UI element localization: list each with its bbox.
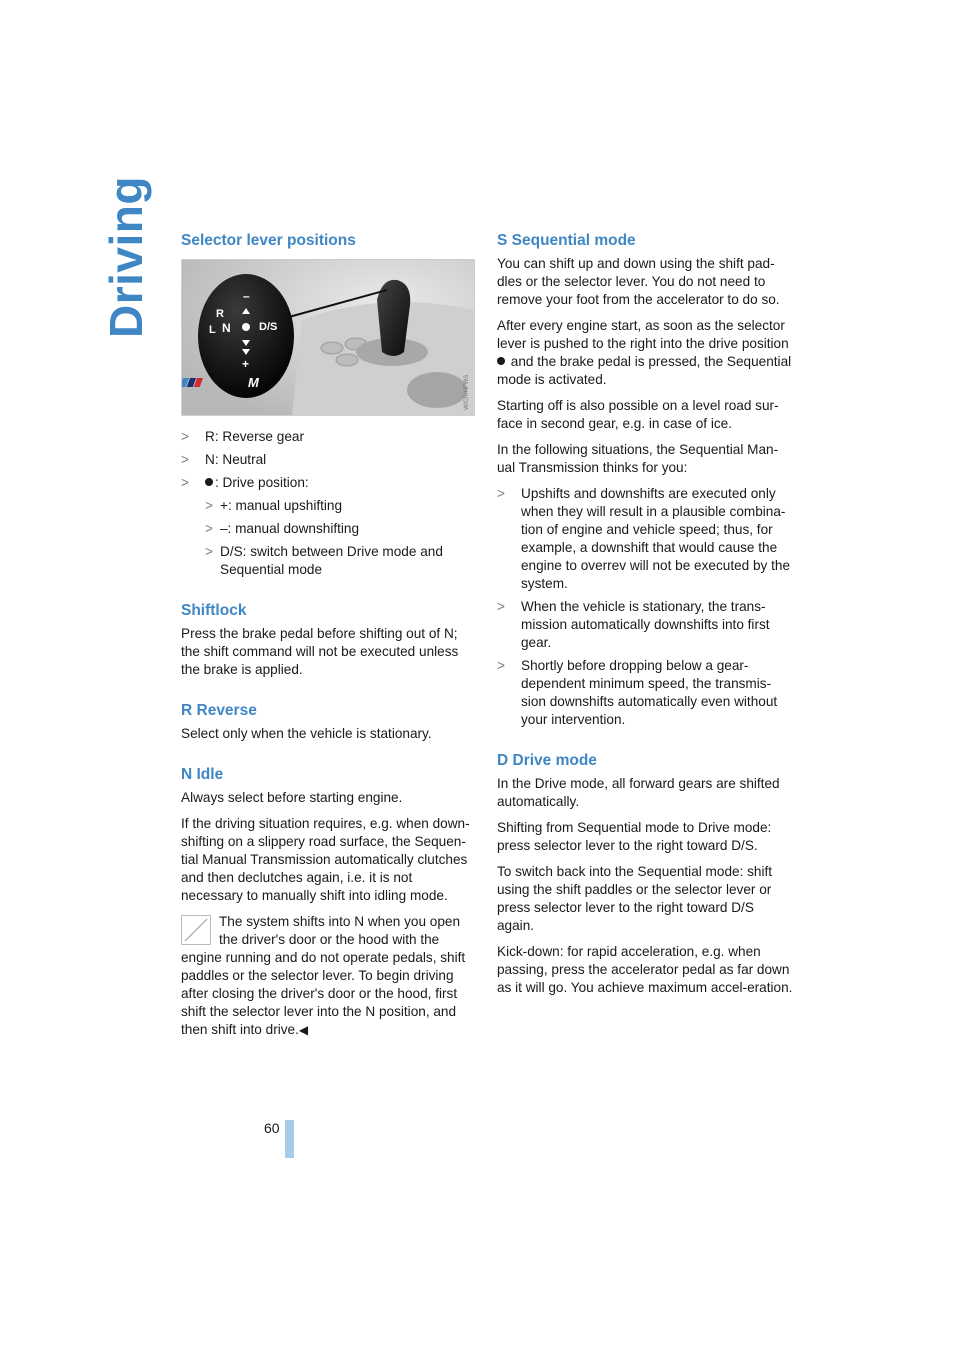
positions-list xyxy=(181,428,477,579)
note-text: The system shifts into N when you open the driver's door or the hood with the engine running and do not operate pedals, shift paddles or the selector lever. To begin driving after closing the driver's door or the hood, first shift the selector lever into the N position, and then shift into drive. xyxy=(181,914,466,1037)
sequential-text-3: Starting off is also possible on a level road sur-face in second gear, e.g. in case of ice. xyxy=(497,398,779,431)
drive-dot-icon xyxy=(497,357,505,365)
idle-text-1: Always select before starting engine. xyxy=(181,790,403,805)
reverse-text: Select only when the vehicle is stationary. xyxy=(181,726,432,741)
selector-lever-figure xyxy=(181,259,475,416)
reverse-heading: R Reverse xyxy=(181,702,257,719)
shiftlock-text: Press the brake pedal before shifting out of N; the shift command will not be executed unless the brake is applied. xyxy=(181,626,459,677)
svg-text:M: M xyxy=(248,375,259,390)
knob-label-r: R xyxy=(216,308,224,320)
drive-sublist xyxy=(205,497,477,579)
drive-mode-text-3: To switch back into the Sequential mode: shift using the shift paddles or the selector lever or press selector lever to the right toward D/S again. xyxy=(497,864,773,933)
shiftlock-heading: Shiftlock xyxy=(181,602,247,619)
page-number: 60 xyxy=(264,1120,280,1136)
list-item: > When the vehicle is stationary, the trans-mission automatically downshifts into first gear. xyxy=(497,599,770,650)
note-icon xyxy=(181,915,211,945)
knob-label-n: N xyxy=(222,321,231,335)
figure-code: W/CR/HFWS xyxy=(464,374,470,410)
sequential-text-1: You can shift up and down using the shift pad-dles or the selector lever. You do not need to remove your foot from the accelerator to do so. xyxy=(497,256,780,307)
selector-lever-heading: Selector lever positions xyxy=(181,232,356,249)
list-item: > +: manual upshifting xyxy=(205,498,343,513)
sequential-text-2: After every engine start, as soon as the selector lever is pushed to the right into the drive position and the brake pedal is pressed, the Sequential mode is activated. xyxy=(497,318,792,387)
knob-label-l: L xyxy=(209,324,216,336)
list-item: > –: manual downshifting xyxy=(205,521,360,536)
drive-mode-text-1: In the Drive mode, all forward gears are shifted automatically. xyxy=(497,776,780,809)
idle-heading: N Idle xyxy=(181,766,224,783)
idle-text-2: If the driving situation requires, e.g. when down-shifting on a slippery road surface, the Sequen-tial Manual Transmission automatically clutches and then declutches again, i.e. it is not necessary to manually shift into idling mode. xyxy=(181,816,470,903)
list-item: > N: Neutral xyxy=(181,452,267,467)
list-item: > Shortly before dropping below a gear-dependent minimum speed, the transmis-sion downshifts automatically even without your intervention. xyxy=(497,658,778,727)
end-mark-icon: ◀ xyxy=(298,1023,309,1037)
list-item: > D/S: switch between Drive mode and Sequential mode xyxy=(205,544,443,577)
selector-lever-illustration xyxy=(182,260,474,415)
left-column xyxy=(181,231,477,1047)
sequential-text-4: In the following situations, the Sequential Man-ual Transmission thinks for you: xyxy=(497,442,779,475)
right-column xyxy=(497,231,793,1005)
note-paragraph xyxy=(181,913,477,1039)
knob-label-minus: – xyxy=(243,289,250,303)
list-item: > : Drive position: > +: manual upshifting > –: manual downshifting > D/S: switch between Drive mode and Sequential mode xyxy=(181,474,477,579)
list-item: > R: Reverse gear xyxy=(181,429,304,444)
sequential-list xyxy=(497,485,793,729)
section-side-title: Driving xyxy=(100,176,152,338)
drive-mode-text-4: Kick-down: for rapid acceleration, e.g. when passing, press the accelerator pedal as far down as it will go. You achieve maximum accel-eration. xyxy=(497,944,793,995)
page-bar xyxy=(285,1120,294,1158)
drive-mode-heading: D Drive mode xyxy=(497,752,597,769)
drive-dot-icon xyxy=(205,478,213,486)
sequential-heading: S Sequential mode xyxy=(497,232,636,249)
drive-mode-text-2: Shifting from Sequential mode to Drive mode: press selector lever to the right toward D/S. xyxy=(497,820,772,853)
list-item: > Upshifts and downshifts are executed only when they will result in a plausible combina-tion of engine and vehicle speed; thus, for example, a downshift that would cause the engine to overrev will not be executed by the system. xyxy=(497,486,791,591)
knob-label-plus: + xyxy=(242,357,250,371)
knob-label-ds: D/S xyxy=(259,321,278,333)
